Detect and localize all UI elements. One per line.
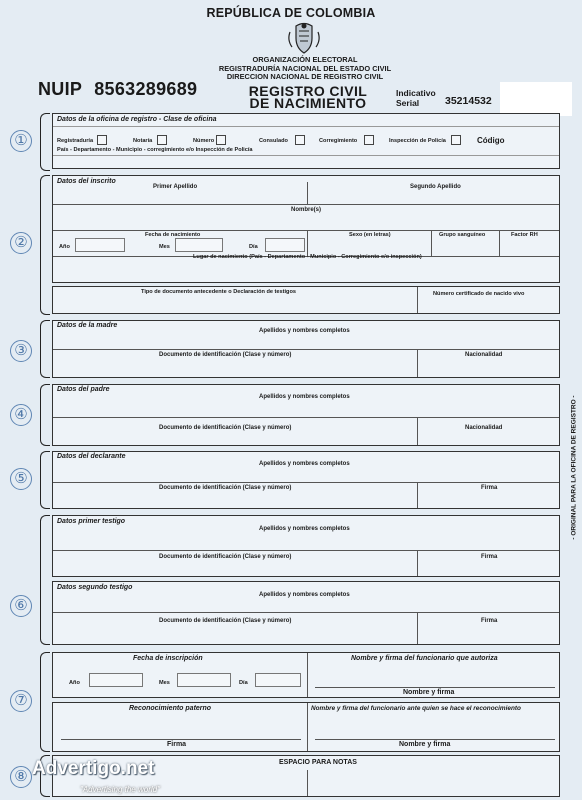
tipo-documento-label: Tipo de documento antecedente o Declaración de testigos [141, 289, 296, 295]
padre-apellidos-label: Apellidos y nombres completos [259, 394, 350, 400]
title-line-2: DE NACIMIENTO [249, 95, 367, 111]
divider [307, 653, 308, 697]
serial-label: Serial [396, 98, 420, 108]
signature-line [61, 739, 301, 740]
declarante-documento-label: Documento de identificación (Clase y número) [159, 485, 292, 491]
divider [53, 126, 559, 127]
watermark-brand: Advertigo.net [32, 758, 155, 779]
segundo-apellido-label: Segundo Apellido [410, 184, 461, 190]
side-note [566, 350, 578, 590]
divider [53, 550, 559, 551]
segundo-testigo-apellidos-label: Apellidos y nombres completos [259, 592, 350, 598]
option-registraduria-label: Registraduría [57, 138, 94, 144]
section-primer-testigo [52, 515, 560, 577]
section-inscrito [52, 175, 560, 283]
form-title [238, 85, 378, 109]
madre-documento-label: Documento de identificación (Clase y número) [159, 352, 292, 358]
organization-block [190, 56, 420, 82]
padre-nacionalidad-label: Nacionalidad [465, 425, 503, 431]
ano-label: Año [59, 244, 70, 250]
segundo-testigo-title: Datos segundo testigo [57, 584, 133, 591]
section-number-6: ⑥ [10, 595, 32, 617]
option-consulado-label: Consulado [259, 138, 288, 144]
option-notaria-label: Notaría [133, 138, 153, 144]
bracket-2 [40, 175, 50, 315]
org-line-1: ORGANIZACIÓN ELECTORAL [252, 55, 358, 64]
numero-certificado-label: Número certificado de nacido vivo [433, 291, 525, 297]
office-location-label: País - Departamento - Municipio - corregimiento e/o Inspección de Policía [57, 147, 253, 153]
divider [307, 770, 308, 796]
watermark [4, 758, 194, 798]
section-number-4: ④ [10, 404, 32, 426]
funcionario-reconocimiento-label: Nombre y firma del funcionario ante quien se hace el reconocimiento [311, 705, 521, 712]
padre-documento-label: Documento de identificación (Clase y número) [159, 425, 292, 431]
divider [307, 703, 308, 751]
bracket-3 [40, 320, 50, 378]
padre-section-title: Datos del padre [57, 386, 110, 393]
coat-of-arms-icon [286, 22, 322, 56]
indicativo-serial-labels [396, 88, 436, 108]
mes-label: Mes [159, 244, 170, 250]
notas-label: ESPACIO PARA NOTAS [279, 759, 357, 766]
nuip-label: NUIP [38, 79, 83, 99]
reconocimiento-paterno-label: Reconocimiento paterno [129, 705, 212, 712]
grupo-sanguineo-label: Grupo sanguíneo [439, 232, 486, 238]
primer-apellido-label: Primer Apellido [153, 184, 198, 190]
divider [53, 417, 559, 418]
blank-tab [500, 82, 572, 116]
fecha-nacimiento-label: Fecha de nacimiento [145, 232, 201, 238]
nuip-value: 8563289689 [94, 79, 198, 99]
divider [53, 204, 559, 205]
title-line-1: REGISTRO CIVIL [248, 83, 368, 99]
divider [417, 349, 418, 377]
section-office [52, 113, 560, 169]
reconocimiento-firma-label: Firma [167, 741, 187, 748]
sexo-label: Sexo (en letras) [349, 232, 391, 238]
divider [417, 287, 418, 313]
dia-label: Día [249, 244, 258, 250]
signature-line [315, 739, 555, 740]
reconocimiento-nombre-firma-label: Nombre y firma [399, 741, 451, 748]
divider [53, 612, 559, 613]
divider [417, 417, 418, 445]
divider [53, 230, 559, 231]
nombres-label: Nombre(s) [291, 207, 322, 213]
divider [307, 182, 308, 204]
divider [499, 230, 500, 256]
option-numero-label: Número [193, 138, 215, 144]
org-line-2: REGISTRADURÍA NACIONAL DEL ESTADO CIVIL [218, 63, 392, 73]
primer-testigo-firma-label: Firma [481, 554, 498, 560]
codigo-label: Código [477, 136, 505, 145]
section-reconocimiento [52, 702, 560, 752]
segundo-testigo-firma-label: Firma [481, 618, 498, 624]
section-segundo-testigo [52, 581, 560, 645]
primer-testigo-title: Datos primer testigo [57, 518, 126, 525]
org-line-3: DIRECCION NACIONAL DE REGISTRO CIVIL [226, 72, 384, 82]
section-padre [52, 384, 560, 446]
option-inspeccion-label: Inspección de Policía [389, 138, 446, 144]
option-corregimiento-label: Corregimiento [319, 138, 358, 144]
bracket-1 [40, 113, 50, 171]
divider [53, 482, 559, 483]
divider [417, 550, 418, 576]
section-inscripcion [52, 652, 560, 698]
section-number-7: ⑦ [10, 690, 32, 712]
section-madre [52, 320, 560, 378]
declarante-firma-label: Firma [481, 485, 498, 491]
divider [431, 230, 432, 256]
ano-input[interactable] [75, 238, 125, 252]
inscripcion-dia-label: Día [239, 680, 248, 686]
fecha-inscripcion-label: Fecha de inscripción [133, 655, 203, 662]
corregimiento-checkbox[interactable] [364, 135, 374, 145]
divider [53, 349, 559, 350]
section-number-2: ② [10, 232, 32, 254]
primer-testigo-documento-label: Documento de identificación (Clase y número) [159, 554, 292, 560]
bracket-5 [40, 451, 50, 509]
divider [417, 612, 418, 644]
madre-nacionalidad-label: Nacionalidad [465, 352, 503, 358]
bracket-4 [40, 384, 50, 446]
section-number-1: ① [10, 130, 32, 152]
inscripcion-mes-label: Mes [159, 680, 170, 686]
office-section-title: Datos de la oficina de registro - Clase de oficina [57, 116, 217, 123]
country-heading: REPÚBLICA DE COLOMBIA [206, 6, 376, 20]
serial-value: 35214532 [445, 95, 492, 107]
indicativo-label: Indicativo [396, 88, 436, 98]
section-tipo-doc [52, 286, 560, 314]
inscripcion-ano-label: Año [69, 680, 80, 686]
section-number-3: ③ [10, 340, 32, 362]
divider [53, 155, 559, 156]
declarante-apellidos-label: Apellidos y nombres completos [259, 461, 350, 467]
lugar-nacimiento-label: Lugar de nacimiento (País - Departamento - Municipio - Corregimiento e/o inspección) [193, 254, 422, 260]
segundo-testigo-documento-label: Documento de identificación (Clase y número) [159, 618, 292, 624]
inscripcion-mes-input[interactable] [177, 673, 231, 687]
section-declarante [52, 451, 560, 509]
dia-input[interactable] [265, 238, 305, 252]
divider [307, 230, 308, 256]
divider [417, 482, 418, 508]
nombre-firma-label: Nombre y firma [403, 689, 455, 696]
mes-input[interactable] [175, 238, 223, 252]
numero-box[interactable] [216, 135, 226, 145]
madre-apellidos-label: Apellidos y nombres completos [259, 328, 350, 334]
registraduria-checkbox[interactable] [97, 135, 107, 145]
inspeccion-checkbox[interactable] [451, 135, 461, 145]
factor-rh-label: Factor RH [511, 232, 538, 238]
nuip-block [38, 79, 197, 100]
bracket-7 [40, 652, 50, 752]
signature-line [315, 687, 555, 688]
declarante-section-title: Datos del declarante [57, 453, 126, 460]
inscripcion-ano-input[interactable] [89, 673, 143, 687]
primer-testigo-apellidos-label: Apellidos y nombres completos [259, 526, 350, 532]
section-number-8: ⑧ [10, 766, 32, 788]
watermark-tagline: "Advertising the world" [80, 785, 160, 794]
notaria-checkbox[interactable] [157, 135, 167, 145]
consulado-checkbox[interactable] [295, 135, 305, 145]
bracket-6 [40, 515, 50, 645]
madre-section-title: Datos de la madre [57, 322, 118, 329]
section-number-5: ⑤ [10, 468, 32, 490]
side-note-text: - ORIGINAL PARA LA OFICINA DE REGISTRO - [570, 395, 578, 540]
funcionario-autoriza-label: Nombre y firma del funcionario que autoriza [351, 655, 498, 662]
inscripcion-dia-input[interactable] [255, 673, 301, 687]
inscrito-section-title: Datos del inscrito [57, 178, 116, 185]
